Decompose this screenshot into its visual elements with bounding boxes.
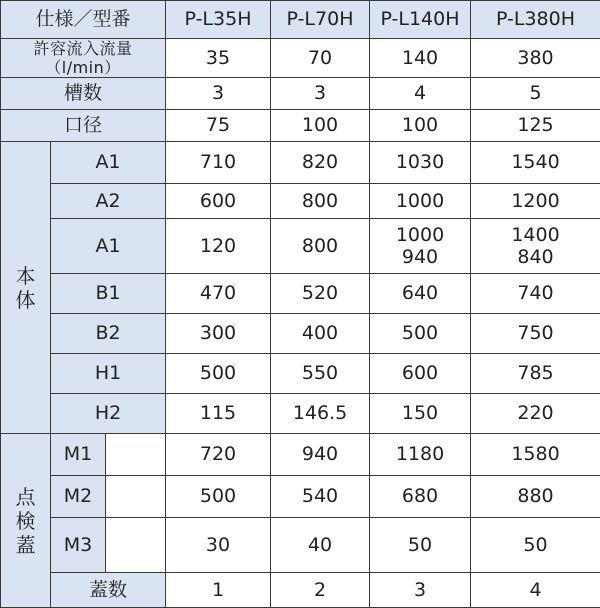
cell-value: 710: [166, 142, 271, 184]
cell-value: 800: [271, 219, 370, 274]
cell-value: 146.5: [271, 394, 370, 434]
cell-value: 880: [471, 476, 600, 518]
table-row: [1, 219, 600, 274]
cell-value: 50: [370, 518, 471, 573]
cell-value: 70: [271, 39, 370, 78]
row-label-diameter: 口径: [1, 110, 166, 142]
blank-cell: [106, 434, 166, 476]
row-label-lid-count: 蓋数: [51, 573, 166, 608]
cell-value-lower: 840: [471, 246, 600, 269]
blank-cell: [106, 518, 166, 573]
cell-value: 380: [471, 39, 600, 78]
cell-value: 3: [166, 78, 271, 110]
cell-value: 1580: [471, 434, 600, 476]
cell-value: 550: [271, 354, 370, 394]
group-label-body: [1, 142, 51, 434]
cell-value: 220: [471, 394, 600, 434]
cell-value: 100: [370, 110, 471, 142]
row-label-flow: 許容流入流量（l/min）: [1, 39, 166, 78]
header-model-1: P-L35H: [166, 1, 271, 39]
cell-value: 30: [166, 518, 271, 573]
table-row: [1, 434, 600, 476]
cell-value: 50: [471, 518, 600, 573]
row-label: H1: [51, 354, 166, 394]
group-label-lid: [1, 434, 51, 608]
cell-value: 3: [370, 573, 471, 608]
row-label: M3: [51, 518, 106, 573]
row-label: B1: [51, 274, 166, 314]
row-label: A1: [51, 219, 166, 274]
header-row: [1, 1, 600, 39]
cell-value: 1180: [370, 434, 471, 476]
table-row: [1, 274, 600, 314]
cell-value: 1030: [370, 142, 471, 184]
table-row: [1, 142, 600, 184]
group-label-char: 蓋: [1, 533, 50, 557]
table-row: [1, 39, 600, 78]
cell-value: 820: [271, 142, 370, 184]
cell-value-lower: 940: [370, 246, 470, 269]
cell-value: 120: [166, 219, 271, 274]
table-row: [1, 354, 600, 394]
cell-value-double: [370, 219, 471, 274]
row-label: M2: [51, 476, 106, 518]
cell-value: 750: [471, 314, 600, 354]
cell-value: 500: [166, 354, 271, 394]
cell-value: 35: [166, 39, 271, 78]
cell-value: 540: [271, 476, 370, 518]
cell-value: 800: [271, 184, 370, 219]
cell-value: 400: [271, 314, 370, 354]
cell-value: 1000: [370, 184, 471, 219]
table-row: [1, 518, 600, 573]
cell-value: 125: [471, 110, 600, 142]
table-row: [1, 78, 600, 110]
blank-cell: [106, 476, 166, 518]
cell-value: 2: [271, 573, 370, 608]
table-row: [1, 394, 600, 434]
cell-value: 100: [271, 110, 370, 142]
cell-value-upper: 1000: [370, 224, 470, 247]
cell-value: 1: [166, 573, 271, 608]
cell-value: 640: [370, 274, 471, 314]
cell-value: 5: [471, 78, 600, 110]
group-label-char: 点: [1, 485, 50, 509]
row-label: B2: [51, 314, 166, 354]
cell-value: 500: [166, 476, 271, 518]
cell-value: 785: [471, 354, 600, 394]
cell-value: 3: [271, 78, 370, 110]
cell-value: 4: [370, 78, 471, 110]
row-label-tanks: 槽数: [1, 78, 166, 110]
cell-value: 4: [471, 573, 600, 608]
cell-value: 75: [166, 110, 271, 142]
table-row: [1, 184, 600, 219]
cell-value-double: [471, 219, 600, 274]
table-row: [1, 314, 600, 354]
header-model-4: P-L380H: [471, 1, 600, 39]
cell-value: 40: [271, 518, 370, 573]
cell-value: 740: [471, 274, 600, 314]
group-label-char: 本: [1, 264, 50, 288]
header-model-2: P-L70H: [271, 1, 370, 39]
cell-value: 150: [370, 394, 471, 434]
cell-value: 140: [370, 39, 471, 78]
cell-value: 600: [370, 354, 471, 394]
cell-value: 1200: [471, 184, 600, 219]
row-label: A1: [51, 142, 166, 184]
cell-value: 940: [271, 434, 370, 476]
cell-value: 1540: [471, 142, 600, 184]
cell-value-upper: 1400: [471, 224, 600, 247]
table-row: [1, 573, 600, 608]
header-spec-label: 仕様／型番: [1, 1, 166, 39]
table-row: [1, 110, 600, 142]
group-label-char: 検: [1, 509, 50, 533]
group-label-char: 体: [1, 288, 50, 312]
cell-value: 680: [370, 476, 471, 518]
cell-value: 115: [166, 394, 271, 434]
header-model-3: P-L140H: [370, 1, 471, 39]
cell-value: 470: [166, 274, 271, 314]
table-row: [1, 476, 600, 518]
row-label: M1: [51, 434, 106, 476]
cell-value: 600: [166, 184, 271, 219]
row-label: A2: [51, 184, 166, 219]
cell-value: 500: [370, 314, 471, 354]
cell-value: 720: [166, 434, 271, 476]
row-label: H2: [51, 394, 166, 434]
cell-value: 520: [271, 274, 370, 314]
cell-value: 300: [166, 314, 271, 354]
